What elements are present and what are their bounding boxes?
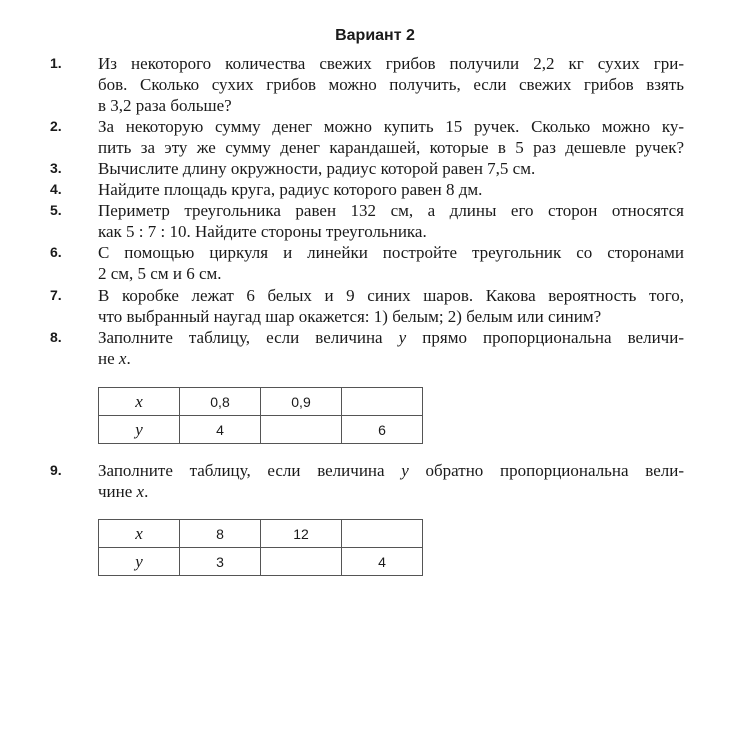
task-text [98,460,684,502]
task-line: пить за эту же сумму денег карандашей, которые в 5 раз дешевле ручек? [98,138,684,157]
task-number: 6. [50,244,62,260]
task-line: 2 см, 5 см и 6 см. [98,264,222,283]
table-cell: 0,8 [180,388,261,416]
task-line [98,348,684,369]
variable-y: y [398,328,407,347]
table-cell: 4 [342,548,423,576]
text-fragment: Заполните таблицу, если величина [98,328,399,347]
task-text [98,116,684,158]
table-cell: x [99,520,180,548]
table-cell: 0,9 [261,388,342,416]
variable-y: y [401,461,409,480]
table-cell: y [99,548,180,576]
table-cell [261,548,342,576]
task-line: в 3,2 раза больше? [98,96,232,115]
proportion-table-9 [98,519,423,576]
text-fragment: чине [98,482,137,501]
task-text [98,53,684,116]
task-text [98,327,684,369]
text-fragment: . [144,482,149,501]
table-row-y [99,548,423,576]
table-cell: 6 [342,416,423,444]
task-line: как 5 : 7 : 10. Найдите стороны треугольника. [98,222,427,241]
table-cell: 3 [180,548,261,576]
task-number: 5. [50,202,62,218]
task-line: С помощью циркуля и линейки постройте треугольник со сторонами [98,243,684,262]
variable-x: x [136,482,145,501]
table-cell: 12 [261,520,342,548]
table-row-y [99,416,423,444]
task-line: В коробке лежат 6 белых и 9 синих шаров. Какова вероятность того, [98,286,684,305]
task-text [98,158,684,179]
task-number: 9. [50,462,62,478]
task-line: Вычислите длину окружности, радиус которой равен 7,5 см. [98,159,536,178]
table-row-x [99,520,423,548]
text-fragment: не [98,349,119,368]
task-line: Найдите площадь круга, радиус которого равен 8 дм. [98,180,483,199]
text-fragment: прямо пропорциональна величи- [406,328,684,347]
table-cell [342,520,423,548]
task-number: 2. [50,118,62,134]
table-cell: y [99,416,180,444]
table-cell [342,388,423,416]
task-number: 7. [50,287,62,303]
task-line [98,327,684,348]
proportion-table-8 [98,387,423,444]
task-number: 1. [50,55,62,71]
task-line: бов. Сколько сухих грибов можно получить, если свежих грибов взять [98,75,684,94]
task-line [98,460,684,481]
text-fragment: обратно пропорциональна вели- [408,461,684,480]
table-cell [261,416,342,444]
table-cell: x [99,388,180,416]
task-text [98,285,684,327]
task-line: что выбранный наугад шар окажется: 1) белым; 2) белым или синим? [98,307,602,326]
variable-x: x [118,349,127,368]
task-number: 8. [50,329,62,345]
table-row-x [99,388,423,416]
table-cell: 8 [180,520,261,548]
task-text [98,179,684,200]
task-number: 3. [50,160,62,176]
task-line: Из некоторого количества свежих грибов получили 2,2 кг сухих гри- [98,54,684,73]
table-cell: 4 [180,416,261,444]
text-fragment: Заполните таблицу, если величина [98,461,402,480]
page-title: Вариант 2 [335,27,415,44]
task-line [98,481,684,502]
task-number: 4. [50,181,62,197]
task-line: За некоторую сумму денег можно купить 15 ручек. Сколько можно ку- [98,117,684,136]
text-fragment: . [126,349,131,368]
task-line: Периметр треугольника равен 132 см, а длины его сторон относятся [98,201,684,220]
task-text [98,200,684,242]
task-text [98,242,684,284]
